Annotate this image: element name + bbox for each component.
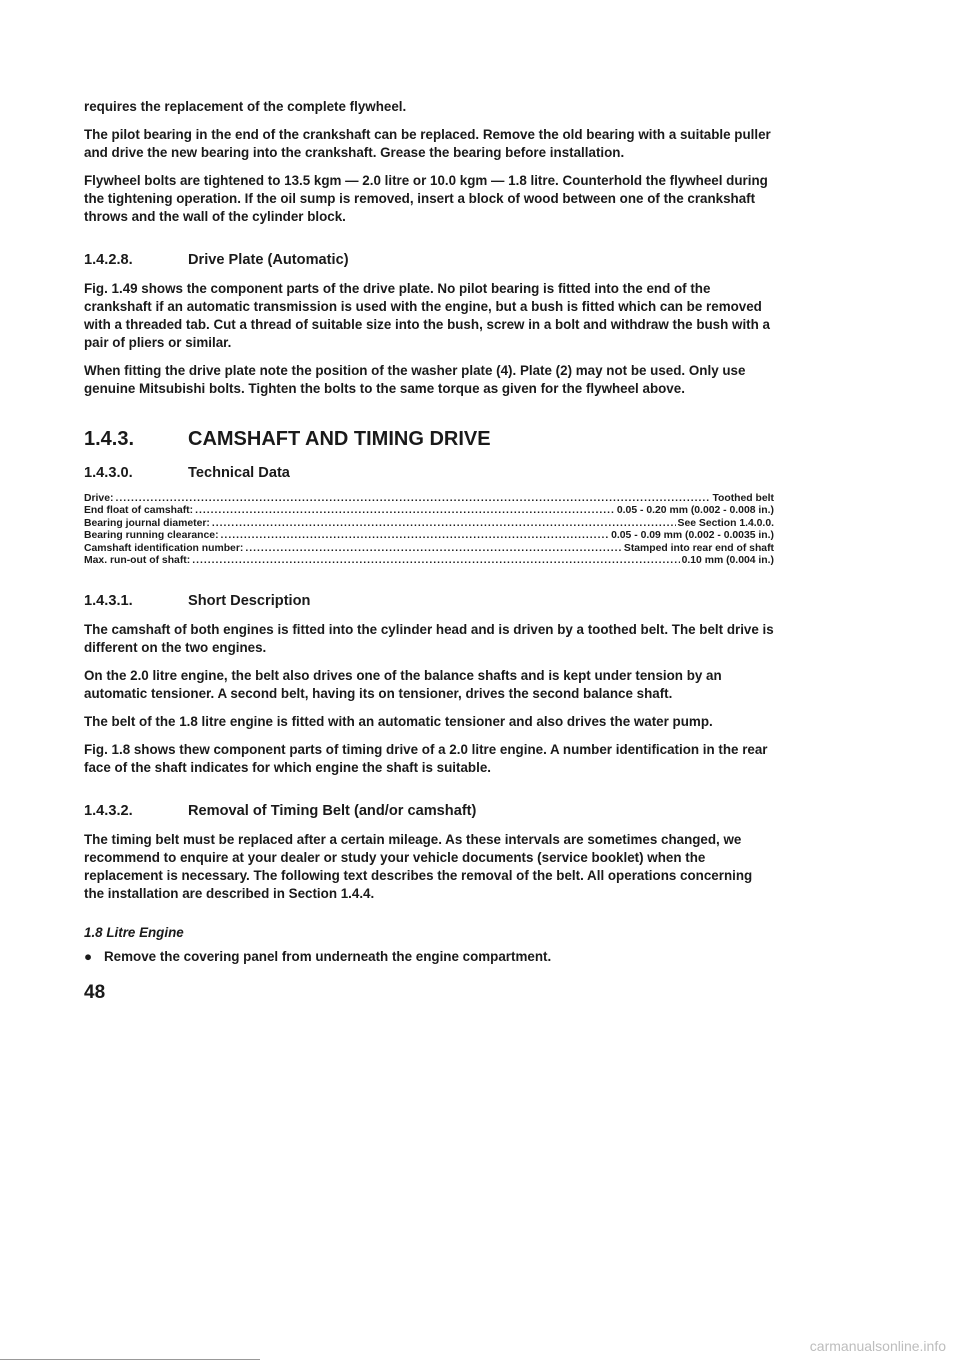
spec-label: End float of camshaft: [84, 505, 194, 517]
chapter-number: 1.4.3. [84, 428, 135, 450]
section-heading-drive-plate [84, 252, 774, 268]
engine-subheading: 1.8 Litre Engine [84, 925, 184, 941]
chapter-title: CAMSHAFT AND TIMING DRIVE [188, 428, 491, 450]
spec-label: Bearing journal diameter: [84, 517, 210, 529]
section-number: 1.4.3.0. [84, 465, 133, 481]
drive-plate-paragraph-1: Fig. 1.49 shows the component parts of the drive plate. No pilot bearing is fitted into the end of the crankshaft if an automatic transmission is used with the engine, but a bush is fitted which can be removed with a threaded tab. Cut a thread of suitable size into the bush, screw in a bolt and withdraw the bush with a pair of pliers or similar. [84, 281, 770, 350]
intro-paragraph-2: The pilot bearing in the end of the crankshaft can be replaced. Remove the old bearing with a suitable puller and drive the new bearing into the crankshaft. Grease the bearing before installation. [84, 127, 771, 160]
spec-value: 0.05 - 0.20 mm (0.002 - 0.008 in.) [616, 505, 774, 517]
manual-page [84, 98, 774, 1004]
spec-label: Drive: [84, 493, 114, 504]
section-number: 1.4.2.8. [84, 252, 133, 268]
section-title: Removal of Timing Belt (and/or camshaft) [188, 803, 477, 820]
drive-plate-paragraph-2: When fitting the drive plate note the position of the washer plate (4). Plate (2) may not be used. Only use genuine Mitsubishi bolts. Tighten the bolts to the same torque as given for the flywheel above. [84, 363, 746, 396]
spec-row [84, 518, 774, 530]
spec-row [84, 493, 774, 505]
section-title: Drive Plate (Automatic) [188, 252, 349, 268]
short-description-paragraph-3: The belt of the 1.8 litre engine is fitted with an automatic tensioner and also drives the water pump. [84, 714, 713, 730]
removal-paragraph-1: The timing belt must be replaced after a certain mileage. As these intervals are sometimes changed, we recommend to enquire at your dealer or study your vehicle documents (service booklet) when the replacement is necessary. The following text describes the removal of the belt. All operations concerning the installation are described in Section 1.4.4. [84, 832, 753, 902]
spec-value: See Section 1.4.0.0. [677, 517, 774, 529]
technical-data-table [84, 493, 774, 567]
spec-value: 0.10 mm (0.004 in.) [681, 555, 774, 567]
spec-row [84, 543, 774, 555]
section-number: 1.4.3.1. [84, 593, 133, 610]
section-title: Short Description [188, 593, 311, 610]
spec-value: Toothed belt [712, 493, 774, 504]
bullet-item [84, 948, 774, 966]
footer-divider [0, 1359, 260, 1360]
chapter-heading-camshaft [84, 428, 774, 451]
leader-dots [221, 530, 610, 542]
spec-value: Stamped into rear end of shaft [623, 542, 774, 554]
section-heading-removal [84, 803, 774, 819]
short-description-paragraph-2: On the 2.0 litre engine, the belt also drives one of the balance shafts and is kept under tension by an automatic tensioner. A second belt, having its on tensioner, drives the second balance shaft. [84, 668, 722, 702]
section-heading-technical-data [84, 465, 774, 481]
spec-row [84, 555, 774, 567]
short-description-paragraph-1: The camshaft of both engines is fitted into the cylinder head and is driven by a toothed belt. The belt drive is different on the two engines. [84, 622, 774, 656]
leader-dots [245, 543, 622, 555]
spec-label: Camshaft identification number: [84, 542, 244, 554]
leader-dots [115, 493, 710, 505]
spec-value: 0.05 - 0.09 mm (0.002 - 0.0035 in.) [611, 530, 774, 542]
spec-row [84, 530, 774, 542]
watermark-text: carmanualsonline.info [809, 1338, 946, 1354]
spec-label: Max. run-out of shaft: [84, 555, 191, 567]
spec-row [84, 505, 774, 517]
intro-paragraph-1: requires the replacement of the complete flywheel. [84, 99, 407, 114]
bullet-icon: ● [84, 949, 93, 965]
section-heading-short-description [84, 593, 774, 609]
section-title: Technical Data [188, 465, 290, 481]
short-description-paragraph-4: Fig. 1.8 shows thew component parts of timing drive of a 2.0 litre engine. A number identification in the rear face of the shaft indicates for which engine the shaft is suitable. [84, 742, 768, 776]
section-number: 1.4.3.2. [84, 803, 133, 820]
spec-label: Bearing running clearance: [84, 530, 219, 542]
bullet-text: Remove the covering panel from underneath the engine compartment. [104, 949, 552, 965]
leader-dots [212, 518, 676, 530]
leader-dots [192, 555, 679, 567]
page-number: 48 [84, 982, 106, 1004]
intro-paragraph-3: Flywheel bolts are tightened to 13.5 kgm — 2.0 litre or 10.0 kgm — 1.8 litre. Counterhold the flywheel during the tightening operation. If the oil sump is removed, insert a block of wood between one of the crankshaft throws and the wall of the cylinder block. [84, 173, 768, 224]
leader-dots [195, 505, 615, 517]
